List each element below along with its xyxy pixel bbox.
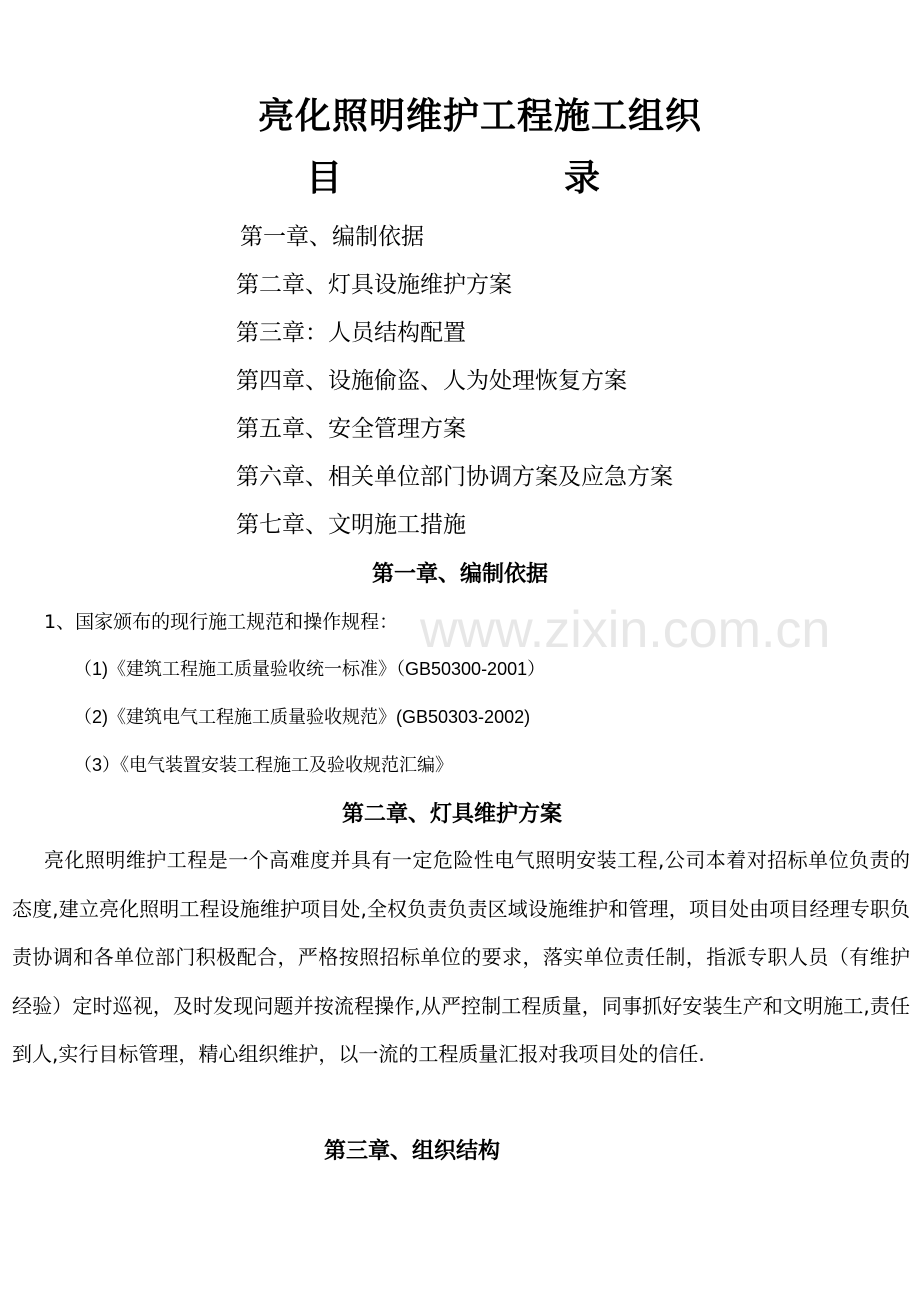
chapter-1-intro: 1、国家颁布的现行施工规范和操作规程： [44, 611, 399, 633]
toc-item-chapter-7: 第七章、文明施工措施 [236, 512, 466, 538]
toc-item-chapter-4: 第四章、设施偷盗、人为处理恢复方案 [236, 368, 627, 394]
chapter-2-heading: 第二章、灯具维护方案 [341, 802, 562, 827]
chapter-3-heading: 第三章、组织结构 [323, 1139, 500, 1164]
toc-item-chapter-1: 第一章、编制依据 [240, 224, 424, 250]
toc-item-chapter-5: 第五章、安全管理方案 [236, 416, 466, 442]
standard-item-1: （1)《建筑工程施工质量验收统一标准》（GB50300-2001） [74, 659, 546, 679]
toc-item-chapter-3: 第三章：人员结构配置 [236, 320, 466, 346]
document-title: 亮化照明维护工程施工组织 [257, 96, 702, 137]
toc-heading-left: 目 [306, 158, 343, 199]
standard-item-2: （2)《建筑电气工程施工质量验收规范》(GB50303-2002) [74, 707, 531, 727]
watermark: www.zixin.com.cn [420, 601, 831, 659]
chapter-1-heading: 第一章、编制依据 [371, 562, 548, 587]
toc-item-chapter-6: 第六章、相关单位部门协调方案及应急方案 [236, 464, 673, 490]
standard-item-3: （3）《电气装置安装工程施工及验收规范汇编》 [74, 755, 454, 775]
chapter-2-paragraph: 亮化照明维护工程是一个高难度并具有一定危险性电气照明安装工程,公司本着对招标单位负责的态度,建立亮化照明工程设施维护项目处,全权负责负责区域设施维护和管理，项目处由项目经理专职负责协调和各单位部门积极配合，严格按照招标单位的要求，落实单位责任制，指派专职人员（有维护经验）定时巡视，及时发现问题并按流程操作,从严控制工程质量，同事抓好安装生产和文明施工,责任到人,实行目标管理，精心组织维护，以一流的工程质量汇报对我项目处的信任. [12, 848, 910, 1066]
toc-item-chapter-2: 第二章、灯具设施维护方案 [236, 272, 512, 298]
toc-heading-right: 录 [564, 158, 601, 199]
